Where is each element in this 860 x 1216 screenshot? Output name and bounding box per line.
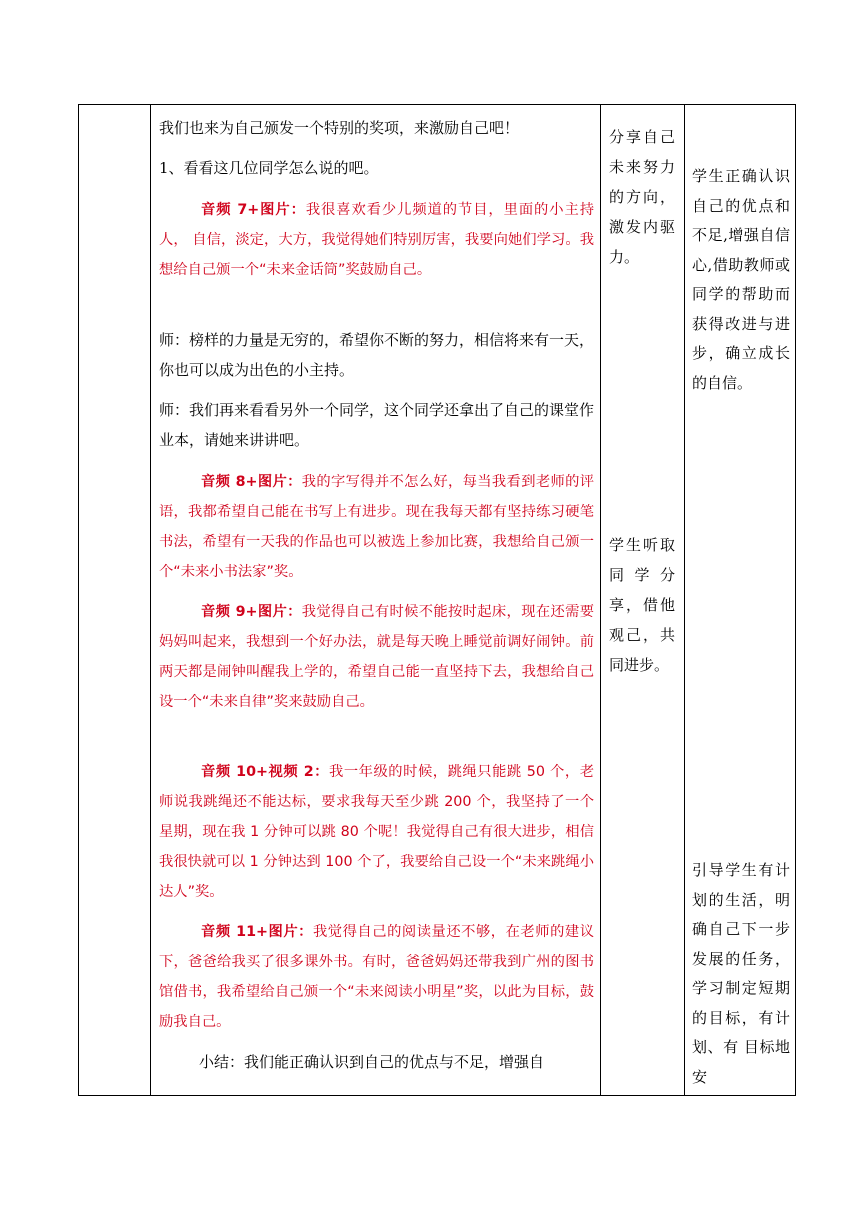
audio-10-label: 音频 10+视频 2：: [201, 764, 330, 780]
table-bottom-border: [78, 1095, 796, 1096]
audio-10-text: 我一年级的时候，跳绳只能跳 50 个，老师说我跳绳还不能达标，要求我每天至少跳 200 个，我坚持了一个星期，现在我 1 分钟可以跳 80 个呢！我觉得自己有很大进步，相信我很快就可以 1 分钟达到 100 个了，我要给自己设一个“未来跳绳小达人”奖。: [159, 764, 594, 900]
table-col-border-5: [795, 104, 796, 1096]
step-1-text: 1、看看这几位同学怎么说的吧。: [159, 159, 379, 177]
audio-9-block: [159, 597, 594, 717]
table-col-border-3: [600, 104, 601, 1096]
audio-7-text: 我很喜欢看少儿频道的节目，里面的小主持人， 自信，淡定，大方，我觉得她们特别厉害，我要向她们学习。我想给自己颁一个“未来金话筒”奖鼓励自己。: [159, 202, 594, 278]
table-col-border-2: [150, 104, 151, 1096]
audio-11-label: 音频 11+图片：: [201, 924, 313, 940]
teaching-process-cell: [159, 113, 594, 1093]
summary-text: 小结：我们能正确认识到自己的优点与不足，增强自: [199, 1053, 545, 1071]
table-cell-stage: [79, 105, 150, 1095]
design-intent-cell: [692, 162, 790, 1088]
audio-8-block: [159, 467, 594, 587]
audio-8-text: 我的字写得并不怎么好，每当我看到老师的评语，我都希望自己能在书写上有进步。现在我每天都有坚持练习硬笔书法，希望有一天我的作品也可以被选上参加比赛，我想给自己颁一个“未来小书法家”奖。: [159, 474, 594, 580]
audio-9-text: 我觉得自己有时候不能按时起床，现在还需要妈妈叫起来，我想到一个好办法，就是每天晚上睡觉前调好闹钟。前两天都是闹钟叫醒我上学的，希望自己能一直坚持下去，我想给自己设一个“未来自律”奖来鼓励自己。: [159, 604, 594, 710]
teacher-comment-2: 师：我们再来看看另外一个同学，这个同学还拿出了自己的课堂作业本，请她来讲讲吧。: [159, 401, 594, 449]
audio-7-block: [159, 195, 594, 285]
audio-8-label: 音频 8+图片：: [201, 474, 302, 490]
design-intent-note-1: 学生正确认识自己的优点和不足,增强自信心,借助教师或同学的帮助而获得改进与进步，确立成长的自信。: [692, 167, 790, 392]
table-top-border: [78, 104, 796, 105]
audio-11-text: 我觉得自己的阅读量还不够，在老师的建议下，爸爸给我买了很多课外书。有时，爸爸妈妈还带我到广州的图书馆借书，我希望给自己颁一个“未来阅读小明星”奖，以此为目标，鼓励我自己。: [159, 924, 594, 1030]
audio-10-block: [159, 757, 594, 907]
student-activity-cell: [609, 122, 675, 1082]
student-activity-note-1: 分享自己未来努力的方向，激发内驱力。: [609, 128, 675, 266]
audio-9-label: 音频 9+图片：: [201, 604, 302, 620]
student-activity-note-2: 学生听取同学分享，借他观己，共同进步。: [609, 536, 675, 674]
teacher-comment-1: 师：榜样的力量是无穷的，希望你不断的努力，相信将来有一天，你也可以成为出色的小主持。: [159, 331, 594, 379]
design-intent-note-2: 引导学生有计划的生活，明确自己下一步发展的任务，学习制定短期的目标，有计划、有 目标地安: [692, 861, 790, 1086]
intro-text: 我们也来为自己颁发一个特别的奖项，来激励自己吧！: [159, 119, 520, 137]
table-col-border-4: [684, 104, 685, 1096]
audio-7-label: 音频 7+图片：: [201, 202, 306, 218]
audio-11-block: [159, 917, 594, 1037]
